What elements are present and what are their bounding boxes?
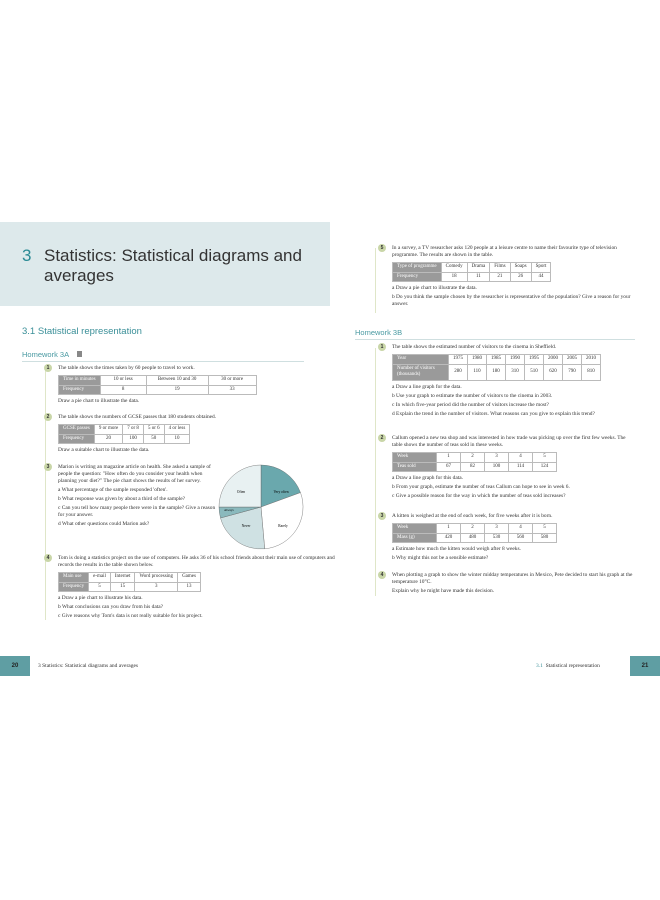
cell: 620 — [544, 364, 563, 380]
cell: 4 or less — [164, 425, 190, 435]
question-text: Callum opened a new tea shop and was interested in how trade was picking up over the first few weeks. The table shows the number of teas sold in these weeks. — [392, 435, 626, 449]
cell: 530 — [485, 533, 509, 543]
part-a: a What percentage of the sample responded 'often'. — [58, 487, 168, 494]
cell: 110 — [468, 364, 487, 380]
question-number: 3 — [378, 512, 386, 520]
cell: Drama — [467, 263, 490, 273]
cell: 2010 — [582, 355, 601, 365]
cell: Frequency — [59, 434, 95, 444]
homework-3a-title — [22, 350, 304, 362]
cell: 100 — [485, 462, 509, 472]
cell: 510 — [525, 364, 544, 380]
cell: 5 — [89, 582, 111, 592]
cell: 1980 — [468, 355, 487, 365]
question-number: 2 — [44, 413, 52, 421]
cell: 13 — [178, 582, 201, 592]
data-table — [58, 572, 201, 592]
cell: Comedy — [441, 263, 467, 273]
question-text: The table shows the estimated number of visitors to the cinema in Sheffield. — [392, 344, 557, 350]
pie-label: Very often — [273, 490, 289, 494]
cell: Main use — [59, 573, 89, 583]
part-c: c In which five-year period did the number of visitors increase the most? — [392, 401, 549, 408]
question-rule — [375, 248, 376, 313]
cell: 4 — [509, 524, 533, 534]
cell: 10 — [164, 434, 190, 444]
homework-label: Homework 3A — [22, 350, 69, 359]
cell: 560 — [509, 533, 533, 543]
part-b: b Do you think the sample chosen by the researcher is representative of the population? Give a reason for your answer. — [392, 294, 631, 308]
cell: e-mail — [89, 573, 111, 583]
part-b: b From your graph, estimate the number of teas Callum can hope to see in week 6. — [392, 484, 570, 491]
question-number: 4 — [378, 571, 386, 579]
data-table — [58, 424, 190, 444]
cell: 1 — [437, 453, 461, 463]
question-3a-4 — [46, 555, 338, 620]
question-rule — [45, 368, 46, 620]
section-title — [22, 326, 142, 337]
footer-section-number: 3.1 — [536, 663, 543, 669]
cell: 2 — [461, 453, 485, 463]
cell: Films — [490, 263, 510, 273]
question-number: 5 — [378, 244, 386, 252]
cell: 310 — [506, 364, 525, 380]
chapter-number: 3 — [22, 246, 32, 265]
cell: 810 — [582, 364, 601, 380]
question-number: 2 — [378, 434, 386, 442]
cell: 11 — [467, 272, 490, 282]
cell: 2000 — [544, 355, 563, 365]
part-d: d What other questions could Marion ask? — [58, 521, 150, 528]
part-c: c Give reasons why Tom's data is not really suitable for his project. — [58, 613, 203, 620]
cell: 7 or 8 — [123, 425, 144, 435]
question-text: Marion is writing an magazine article on health. She asked a sample of people the question: "How often do you consider your health when planning your diet?" The pie chart shows the results of her survey. — [58, 464, 211, 485]
cell: Word processing — [135, 573, 178, 583]
cell: 33 — [208, 385, 256, 395]
cell: 1975 — [449, 355, 468, 365]
cell: 480 — [461, 533, 485, 543]
cell: 1 — [437, 524, 461, 534]
task-text: Explain why he might have made this decision. — [392, 588, 495, 595]
part-c: c Give a possible reason for the way in which the number of teas sold increases? — [392, 493, 566, 500]
cell: Frequency — [393, 272, 442, 282]
page-number-right: 21 — [630, 656, 660, 676]
data-table — [58, 375, 257, 395]
cell: 5 — [533, 453, 557, 463]
cell: 30 or more — [208, 376, 256, 386]
cell: 1990 — [506, 355, 525, 365]
cell: 50 — [143, 434, 164, 444]
cell: 580 — [533, 533, 557, 543]
part-a: a Estimate how much the kitten would weigh after 8 weeks. — [392, 546, 521, 553]
question-number: 1 — [378, 343, 386, 351]
cell: 44 — [531, 272, 551, 282]
question-3b-2 — [380, 435, 637, 500]
question-text: Tom is doing a statistics project on the use of computers. He asks 36 of his school friends about their main use of computers and records the results in the table shown below. — [58, 555, 335, 569]
question-number: 1 — [44, 364, 52, 372]
cell: Week — [393, 524, 437, 534]
footer-section-title: Statistical representation — [545, 663, 600, 669]
question-3a-2 — [46, 414, 338, 454]
cell: 3 — [135, 582, 178, 592]
question-text: The table shows the times taken by 60 people to travel to work. — [58, 365, 195, 371]
cell: 67 — [437, 462, 461, 472]
question-text: When plotting a graph to show the winter midday temperatures in Mexico, Pete decided to start his graph at the temperature 10°C. — [392, 572, 633, 586]
cell: Year — [393, 355, 449, 365]
cell: Games — [178, 573, 201, 583]
data-table — [392, 523, 557, 543]
cell: 180 — [487, 364, 506, 380]
footer-left-text: 3 Statistics: Statistical diagrams and averages — [38, 663, 139, 669]
question-text: The table shows the numbers of GCSE passes that 180 students obtained. — [58, 414, 217, 420]
question-number: 3 — [44, 463, 52, 471]
cell: 10 or less — [100, 376, 146, 386]
part-a: a Draw a pie chart to illustrate the data. — [392, 285, 477, 292]
cell: 4 — [509, 453, 533, 463]
data-table — [392, 452, 557, 472]
question-3b-3 — [380, 513, 637, 562]
cell: 3 — [485, 524, 509, 534]
cell: 19 — [146, 385, 208, 395]
cell: Number of visitors (thousands) — [393, 364, 449, 380]
question-rule — [375, 348, 376, 596]
pie-chart — [216, 462, 306, 552]
section-number: 3.1 — [22, 326, 36, 337]
cell: Mass (g) — [393, 533, 437, 543]
homework-3b-title: Homework 3B — [355, 328, 635, 340]
question-3b-1 — [380, 344, 637, 418]
footer-right-text — [536, 663, 600, 670]
cell: 18 — [441, 272, 467, 282]
cell: 82 — [461, 462, 485, 472]
cell: 3 — [485, 453, 509, 463]
part-a: a Draw a line graph for this data. — [392, 475, 463, 482]
pie-label: Often — [236, 490, 246, 494]
cell: Teas sold — [393, 462, 437, 472]
question-3a-3 — [46, 464, 218, 528]
part-b: b Why might this not be a sensible estimate? — [392, 555, 489, 562]
calculator-icon — [77, 351, 82, 357]
cell: 26 — [510, 272, 531, 282]
cell: Frequency — [59, 582, 89, 592]
cell: Between 10 and 30 — [146, 376, 208, 386]
cell: 790 — [563, 364, 582, 380]
cell: 15 — [110, 582, 135, 592]
cell: 2005 — [563, 355, 582, 365]
cell: Week — [393, 453, 437, 463]
question-number: 4 — [44, 554, 52, 562]
task-text: Draw a pie chart to illustrate the data. — [58, 398, 140, 405]
part-b: b What conclusions can you draw from his data? — [58, 604, 163, 611]
question-text: In a survey, a TV researcher asks 120 people at a leisure centre to name their favourite type of television programme. The results are shown in the table. — [392, 245, 617, 259]
cell: Type of programme — [393, 263, 442, 273]
question-3b-4 — [380, 572, 637, 595]
section-name: Statistical representation — [37, 326, 142, 337]
question-3a-5 — [380, 245, 637, 308]
cell: GCSE passes — [59, 425, 95, 435]
part-d: d Explain the trend in the number of visitors. What reasons can you give to explain this trend? — [392, 410, 595, 417]
pie-label: Always — [224, 508, 234, 512]
cell: 9 or more — [94, 425, 122, 435]
question-text: A kitten is weighed at the end of each week, for five weeks after it is born. — [392, 513, 553, 519]
pie-label: Never — [241, 524, 251, 528]
cell: 1995 — [525, 355, 544, 365]
cell: 21 — [490, 272, 510, 282]
cell: 5 or 6 — [143, 425, 164, 435]
cell: Soaps — [510, 263, 531, 273]
cell: 124 — [533, 462, 557, 472]
cell: 280 — [449, 364, 468, 380]
cell: Time in minutes — [59, 376, 101, 386]
part-a: a Draw a line graph for the data. — [392, 383, 462, 390]
part-b: b What response was given by about a third of the sample? — [58, 496, 185, 503]
cell: 20 — [94, 434, 122, 444]
part-a: a Draw a pie chart to illustrate his data. — [58, 595, 143, 602]
data-table — [392, 262, 551, 282]
cell: Sport — [531, 263, 551, 273]
cell: 5 — [533, 524, 557, 534]
cell: 114 — [509, 462, 533, 472]
part-b: b Use your graph to estimate the number of visitors to the cinema in 2003. — [392, 392, 553, 399]
pie-slice-often — [219, 465, 261, 507]
cell: 1985 — [487, 355, 506, 365]
page-number-left: 20 — [0, 656, 30, 676]
part-c: c Can you tell how many people there were in the sample? Give a reason for your answer. — [58, 505, 216, 519]
question-3a-1 — [46, 365, 338, 405]
cell: 420 — [437, 533, 461, 543]
cell: Frequency — [59, 385, 101, 395]
cell: Internet — [110, 573, 135, 583]
task-text: Draw a suitable chart to illustrate the data. — [58, 447, 150, 454]
pie-label: Rarely — [278, 524, 288, 528]
data-table — [392, 354, 601, 381]
cell: 100 — [123, 434, 144, 444]
chapter-title: Statistics: Statistical diagrams and averages — [44, 246, 302, 285]
cell: 8 — [100, 385, 146, 395]
cell: 2 — [461, 524, 485, 534]
